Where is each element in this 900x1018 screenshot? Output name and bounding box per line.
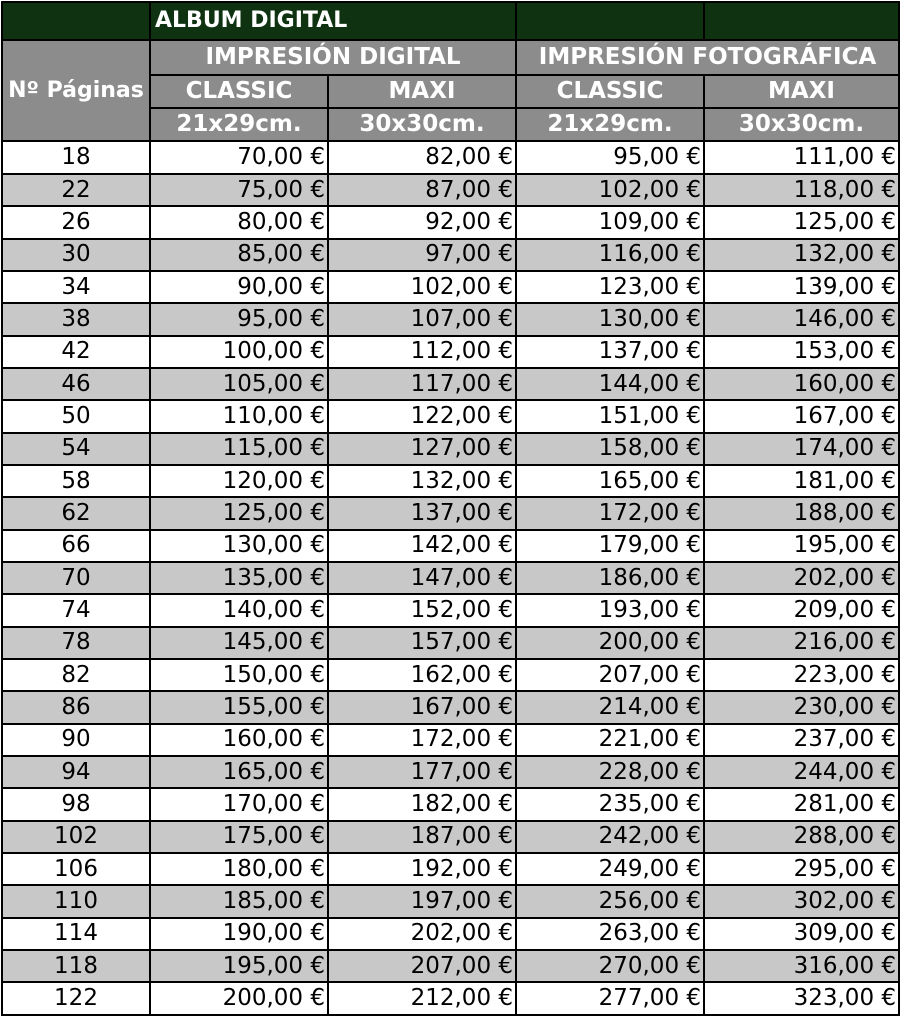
- photo-maxi-price: 132,00 €: [704, 239, 899, 271]
- digital-classic-price: 190,00 €: [150, 918, 328, 950]
- pages-cell: 90: [2, 724, 150, 756]
- digital-classic-price: 145,00 €: [150, 627, 328, 659]
- pages-cell: 122: [2, 982, 150, 1015]
- table-row: [2, 659, 899, 691]
- photo-classic-price: 179,00 €: [516, 530, 704, 562]
- photo-classic-price: 235,00 €: [516, 788, 704, 820]
- photo-maxi-price: 160,00 €: [704, 368, 899, 400]
- pages-cell: 102: [2, 821, 150, 853]
- table-row: [2, 982, 899, 1015]
- digital-classic-price: 200,00 €: [150, 982, 328, 1015]
- table-row: [2, 691, 899, 723]
- pages-cell: 30: [2, 239, 150, 271]
- digital-maxi-price: 82,00 €: [328, 141, 516, 173]
- photo-classic-price: 116,00 €: [516, 239, 704, 271]
- table-row: [2, 562, 899, 594]
- photo-maxi-price: 216,00 €: [704, 627, 899, 659]
- photo-maxi-price: 244,00 €: [704, 756, 899, 788]
- digital-classic-price: 185,00 €: [150, 885, 328, 917]
- photo-maxi-price: 125,00 €: [704, 206, 899, 238]
- pages-cell: 118: [2, 950, 150, 982]
- table-row: [2, 627, 899, 659]
- pages-cell: 74: [2, 594, 150, 626]
- digital-classic-price: 70,00 €: [150, 141, 328, 173]
- photo-classic-price: 130,00 €: [516, 303, 704, 335]
- digital-maxi-price: 127,00 €: [328, 433, 516, 465]
- photo-maxi-price: 237,00 €: [704, 724, 899, 756]
- digital-maxi-price: 102,00 €: [328, 271, 516, 303]
- digital-maxi-price: 107,00 €: [328, 303, 516, 335]
- photo-classic-size: 21x29cm.: [516, 108, 704, 141]
- pages-cell: 54: [2, 433, 150, 465]
- table-row: [2, 497, 899, 529]
- title-row: [2, 2, 899, 40]
- pages-cell: 94: [2, 756, 150, 788]
- digital-classic-price: 180,00 €: [150, 853, 328, 885]
- digital-classic-header: CLASSIC: [150, 75, 328, 108]
- digital-maxi-price: 117,00 €: [328, 368, 516, 400]
- digital-maxi-price: 162,00 €: [328, 659, 516, 691]
- photo-classic-price: 109,00 €: [516, 206, 704, 238]
- photo-maxi-header: MAXI: [704, 75, 899, 108]
- pages-cell: 86: [2, 691, 150, 723]
- digital-maxi-price: 87,00 €: [328, 174, 516, 206]
- pages-column-header: [2, 40, 150, 141]
- digital-classic-price: 120,00 €: [150, 465, 328, 497]
- photo-maxi-size: 30x30cm.: [704, 108, 899, 141]
- photo-maxi-price: 139,00 €: [704, 271, 899, 303]
- pages-cell: 38: [2, 303, 150, 335]
- photo-classic-price: 95,00 €: [516, 141, 704, 173]
- digital-classic-price: 115,00 €: [150, 433, 328, 465]
- digital-classic-price: 90,00 €: [150, 271, 328, 303]
- table-row: [2, 821, 899, 853]
- photo-maxi-price: 153,00 €: [704, 336, 899, 368]
- pages-cell: 22: [2, 174, 150, 206]
- table-row: [2, 206, 899, 238]
- pages-cell: 18: [2, 141, 150, 173]
- digital-classic-price: 130,00 €: [150, 530, 328, 562]
- pages-cell: 66: [2, 530, 150, 562]
- group-header-row: [2, 40, 899, 74]
- pages-cell: 46: [2, 368, 150, 400]
- digital-classic-price: 150,00 €: [150, 659, 328, 691]
- table-row: [2, 368, 899, 400]
- table-row: [2, 853, 899, 885]
- table-row: [2, 174, 899, 206]
- table-row: [2, 303, 899, 335]
- table-row: [2, 239, 899, 271]
- pages-cell: 50: [2, 400, 150, 432]
- photo-classic-price: 123,00 €: [516, 271, 704, 303]
- pages-cell: 106: [2, 853, 150, 885]
- photo-maxi-price: 323,00 €: [704, 982, 899, 1015]
- digital-classic-price: 155,00 €: [150, 691, 328, 723]
- table-row: [2, 336, 899, 368]
- album-title: ALBUM DIGITAL: [150, 2, 516, 40]
- photo-maxi-price: 181,00 €: [704, 465, 899, 497]
- digital-classic-price: 110,00 €: [150, 400, 328, 432]
- digital-classic-price: 165,00 €: [150, 756, 328, 788]
- digital-maxi-price: 122,00 €: [328, 400, 516, 432]
- digital-maxi-price: 167,00 €: [328, 691, 516, 723]
- pages-cell: 70: [2, 562, 150, 594]
- digital-maxi-price: 212,00 €: [328, 982, 516, 1015]
- pages-cell: 78: [2, 627, 150, 659]
- digital-maxi-price: 202,00 €: [328, 918, 516, 950]
- table-row: [2, 788, 899, 820]
- photo-classic-price: 193,00 €: [516, 594, 704, 626]
- digital-classic-price: 105,00 €: [150, 368, 328, 400]
- title-corner-cell: [2, 2, 150, 40]
- photo-maxi-price: 174,00 €: [704, 433, 899, 465]
- photo-maxi-price: 223,00 €: [704, 659, 899, 691]
- digital-classic-size: 21x29cm.: [150, 108, 328, 141]
- digital-maxi-price: 137,00 €: [328, 497, 516, 529]
- digital-maxi-price: 147,00 €: [328, 562, 516, 594]
- digital-maxi-price: 207,00 €: [328, 950, 516, 982]
- group-digital-header: IMPRESIÓN DIGITAL: [150, 40, 516, 74]
- pages-cell: 34: [2, 271, 150, 303]
- digital-maxi-price: 152,00 €: [328, 594, 516, 626]
- table-row: [2, 530, 899, 562]
- digital-maxi-price: 182,00 €: [328, 788, 516, 820]
- photo-classic-price: 207,00 €: [516, 659, 704, 691]
- table-row: [2, 950, 899, 982]
- digital-classic-price: 195,00 €: [150, 950, 328, 982]
- photo-maxi-price: 316,00 €: [704, 950, 899, 982]
- digital-classic-price: 75,00 €: [150, 174, 328, 206]
- pages-cell: 110: [2, 885, 150, 917]
- digital-maxi-price: 177,00 €: [328, 756, 516, 788]
- digital-maxi-price: 142,00 €: [328, 530, 516, 562]
- photo-classic-price: 256,00 €: [516, 885, 704, 917]
- title-filler-cell: [704, 2, 899, 40]
- photo-maxi-price: 188,00 €: [704, 497, 899, 529]
- pages-cell: 58: [2, 465, 150, 497]
- photo-classic-header: CLASSIC: [516, 75, 704, 108]
- photo-classic-price: 221,00 €: [516, 724, 704, 756]
- digital-maxi-price: 172,00 €: [328, 724, 516, 756]
- pages-cell: 98: [2, 788, 150, 820]
- pages-cell: 26: [2, 206, 150, 238]
- photo-classic-price: 158,00 €: [516, 433, 704, 465]
- group-photo-header: IMPRESIÓN FOTOGRÁFICA: [516, 40, 899, 74]
- photo-maxi-price: 302,00 €: [704, 885, 899, 917]
- photo-maxi-price: 118,00 €: [704, 174, 899, 206]
- table-row: [2, 756, 899, 788]
- digital-maxi-price: 192,00 €: [328, 853, 516, 885]
- digital-maxi-price: 197,00 €: [328, 885, 516, 917]
- photo-classic-price: 172,00 €: [516, 497, 704, 529]
- photo-classic-price: 200,00 €: [516, 627, 704, 659]
- digital-maxi-price: 97,00 €: [328, 239, 516, 271]
- digital-classic-price: 170,00 €: [150, 788, 328, 820]
- digital-classic-price: 95,00 €: [150, 303, 328, 335]
- digital-maxi-price: 112,00 €: [328, 336, 516, 368]
- photo-maxi-price: 195,00 €: [704, 530, 899, 562]
- digital-classic-price: 80,00 €: [150, 206, 328, 238]
- digital-classic-price: 135,00 €: [150, 562, 328, 594]
- digital-classic-price: 140,00 €: [150, 594, 328, 626]
- price-table: [1, 1, 900, 1016]
- pages-label: Nº Páginas: [8, 77, 144, 103]
- photo-classic-price: 151,00 €: [516, 400, 704, 432]
- photo-classic-price: 186,00 €: [516, 562, 704, 594]
- digital-classic-price: 125,00 €: [150, 497, 328, 529]
- digital-classic-price: 160,00 €: [150, 724, 328, 756]
- digital-maxi-header: MAXI: [328, 75, 516, 108]
- photo-maxi-price: 111,00 €: [704, 141, 899, 173]
- photo-maxi-price: 281,00 €: [704, 788, 899, 820]
- photo-classic-price: 263,00 €: [516, 918, 704, 950]
- photo-maxi-price: 167,00 €: [704, 400, 899, 432]
- table-row: [2, 594, 899, 626]
- digital-maxi-size: 30x30cm.: [328, 108, 516, 141]
- digital-classic-price: 100,00 €: [150, 336, 328, 368]
- photo-classic-price: 242,00 €: [516, 821, 704, 853]
- digital-maxi-price: 157,00 €: [328, 627, 516, 659]
- photo-classic-price: 270,00 €: [516, 950, 704, 982]
- table-row: [2, 465, 899, 497]
- photo-classic-price: 137,00 €: [516, 336, 704, 368]
- photo-maxi-price: 202,00 €: [704, 562, 899, 594]
- photo-classic-price: 214,00 €: [516, 691, 704, 723]
- photo-classic-price: 102,00 €: [516, 174, 704, 206]
- table-row: [2, 433, 899, 465]
- photo-maxi-price: 295,00 €: [704, 853, 899, 885]
- pages-cell: 62: [2, 497, 150, 529]
- photo-classic-price: 144,00 €: [516, 368, 704, 400]
- digital-classic-price: 175,00 €: [150, 821, 328, 853]
- table-row: [2, 141, 899, 173]
- table-row: [2, 885, 899, 917]
- digital-maxi-price: 132,00 €: [328, 465, 516, 497]
- table-row: [2, 918, 899, 950]
- digital-classic-price: 85,00 €: [150, 239, 328, 271]
- photo-classic-price: 249,00 €: [516, 853, 704, 885]
- pages-cell: 114: [2, 918, 150, 950]
- digital-maxi-price: 92,00 €: [328, 206, 516, 238]
- photo-maxi-price: 209,00 €: [704, 594, 899, 626]
- photo-maxi-price: 309,00 €: [704, 918, 899, 950]
- photo-maxi-price: 288,00 €: [704, 821, 899, 853]
- photo-maxi-price: 230,00 €: [704, 691, 899, 723]
- table-row: [2, 724, 899, 756]
- table-row: [2, 271, 899, 303]
- photo-classic-price: 165,00 €: [516, 465, 704, 497]
- pages-cell: 42: [2, 336, 150, 368]
- table-row: [2, 400, 899, 432]
- title-filler-cell: [516, 2, 704, 40]
- digital-maxi-price: 187,00 €: [328, 821, 516, 853]
- photo-maxi-price: 146,00 €: [704, 303, 899, 335]
- pages-cell: 82: [2, 659, 150, 691]
- photo-classic-price: 228,00 €: [516, 756, 704, 788]
- photo-classic-price: 277,00 €: [516, 982, 704, 1015]
